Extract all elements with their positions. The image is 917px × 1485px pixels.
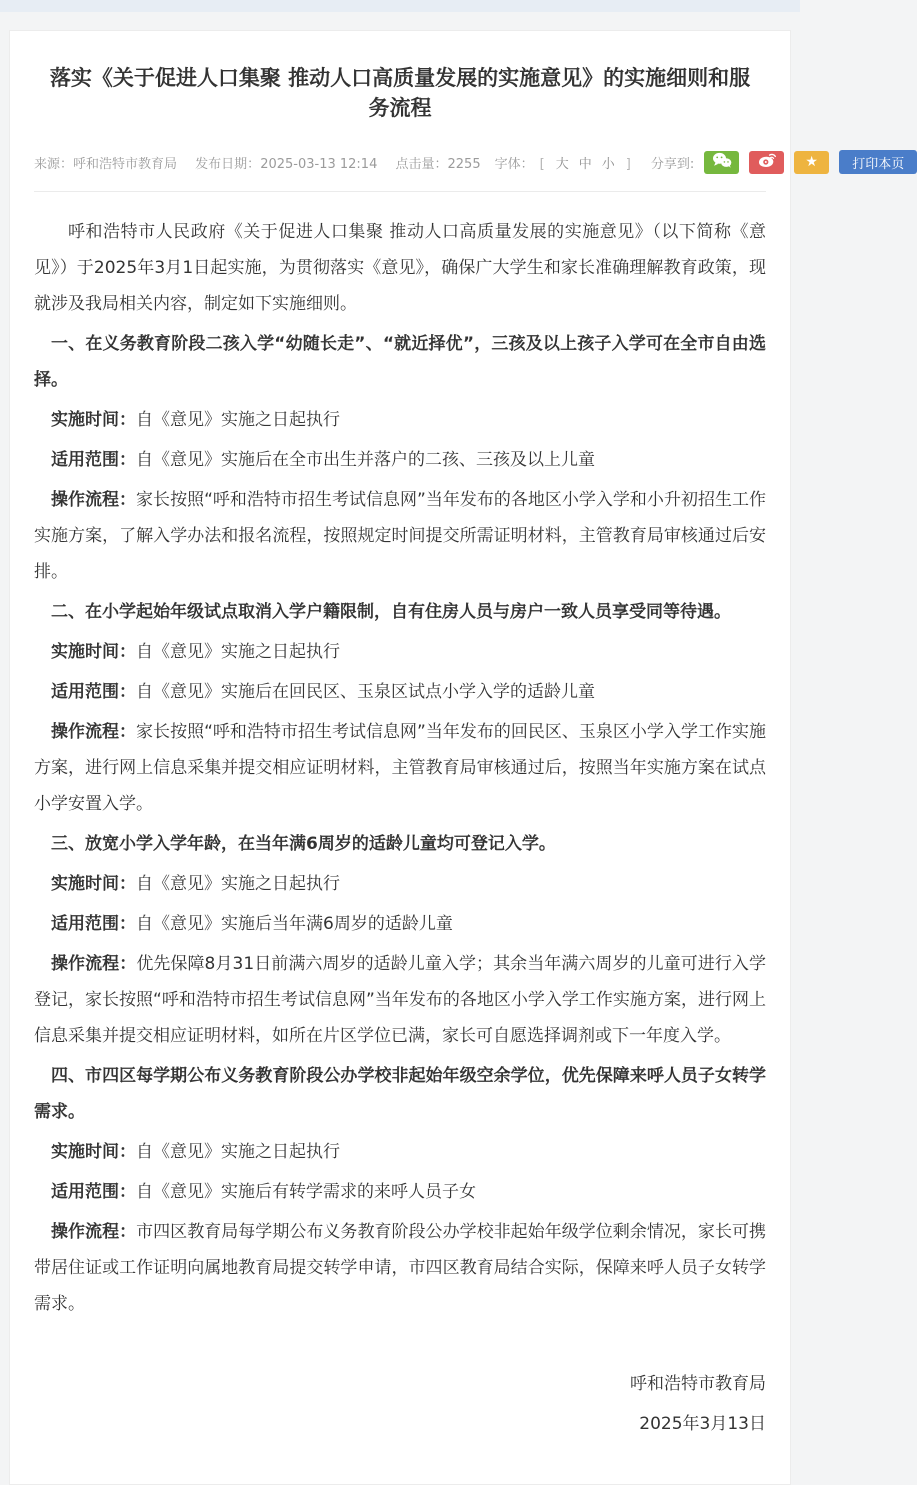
section-item: 实施时间：自《意见》实施之日起执行 [51,642,340,662]
section-item: 实施时间：自《意见》实施之日起执行 [51,874,340,894]
section-item-label: 操作流程： [51,954,137,974]
meta-views [395,157,480,172]
section-item: 实施时间：自《意见》实施之日起执行 [51,1142,340,1162]
section-item: 适用范围：自《意见》实施后当年满6周岁的适龄儿童 [51,914,453,934]
font-size-medium-link[interactable]: 中 [578,156,592,172]
weibo-share-button[interactable] [749,151,784,174]
font-bracket-close: ] [625,156,631,172]
meta-source-label: 来源： [34,156,74,172]
section-item-label: 实施时间： [51,410,136,430]
meta-publish-date [195,157,377,172]
font-size-small-link[interactable]: 小 [601,156,615,172]
font-control-label: 字体： [494,156,534,172]
meta-info [34,153,495,172]
wechat-share-icon [712,152,732,172]
font-bracket-open: [ [539,156,545,172]
weibo-share-icon [757,152,777,172]
signature-block [34,1364,766,1444]
meta-actions [495,150,917,174]
section-item: 适用范围：自《意见》实施后在全市出生并落户的二孩、三孩及以上儿童 [51,450,595,470]
section-heading-4: 四、市四区每学期公布义务教育阶段公办学校非起始年级空余学位，优先保障来呼人员子女转学需求。 [34,1066,766,1122]
print-page-button[interactable]: 打印本页 [839,150,917,174]
section-item: 操作流程：优先保障8月31日前满六周岁的适龄儿童入学；其余当年满六周岁的儿童可进行入学登记，家长按照“呼和浩特市招生考试信息网”当年发布的各地区小学入学工作实施方案，进行网上信息采集并提交相应证明材料，如所在片区学位已满，家长可自愿选择调剂或下一年度入学。 [34,954,766,1046]
qzone-star-share-icon: ★ [805,154,818,170]
meta-source-value: 呼和浩特市教育局 [73,156,178,172]
qzone-share-button[interactable] [794,151,829,174]
meta-source [34,157,177,172]
section-item-label: 实施时间： [51,1142,136,1162]
meta-views-value: 2255 [447,156,481,172]
section-item-label: 实施时间： [51,874,136,894]
article-body [34,192,766,1444]
section-item-label: 适用范围： [51,1182,136,1202]
intro-paragraph: 呼和浩特市人民政府《关于促进人口集聚 推动人口高质量发展的实施意见》（以下简称《意见》）于2025年3月1日起实施，为贯彻落实《意见》，确保广大学生和家长准确理解教育政策，现就涉及我局相关内容，制定如下实施细则。 [34,222,766,314]
signature-org: 呼和浩特市教育局 [630,1374,766,1394]
section-item: 适用范围：自《意见》实施后在回民区、玉泉区试点小学入学的适龄儿童 [51,682,595,702]
section-item-label: 操作流程： [51,722,137,742]
font-size-large-link[interactable]: 大 [555,156,569,172]
signature-date: 2025年3月13日 [639,1414,766,1434]
section-item: 实施时间：自《意见》实施之日起执行 [51,410,340,430]
section-item-label: 适用范围： [51,682,136,702]
meta-date-label: 发布日期： [195,156,261,172]
meta-row [34,150,905,174]
section-heading-2: 二、在小学起始年级试点取消入学户籍限制，自有住房人员与房户一致人员享受同等待遇。 [51,602,731,622]
font-size-control [495,153,637,172]
article-card [9,30,905,1485]
section-item-label: 操作流程： [51,490,137,510]
section-item: 操作流程：市四区教育局每学期公布义务教育阶段公办学校非起始年级学位剩余情况，家长可携带居住证或工作证明向属地教育局提交转学申请，市四区教育局结合实际，保障来呼人员子女转学需求。 [34,1222,767,1314]
share-label: 分享到: [650,156,695,172]
section-item: 操作流程：家长按照“呼和浩特市招生考试信息网”当年发布的回民区、玉泉区小学入学工作实施方案，进行网上信息采集并提交相应证明材料，主管教育局审核通过后，按照当年实施方案在试点小学安置入学。 [34,722,766,814]
section-heading-3: 三、放宽小学入学年龄，在当年满6周岁的适龄儿童均可登记入学。 [51,834,556,854]
wechat-share-button[interactable] [704,151,739,174]
section-item-label: 实施时间： [51,642,136,662]
section-item-label: 适用范围： [51,914,136,934]
meta-date-value: 2025-03-13 12:14 [260,156,378,172]
section-item-label: 操作流程： [51,1222,137,1242]
section-heading-1: 一、在义务教育阶段二孩入学“幼随长走”、“就近择优”，三孩及以上孩子入学可在全市自由选择。 [34,334,766,390]
sections-container [34,326,766,1322]
page-title: 落实《关于促进人口集聚 推动人口高质量发展的实施意见》的实施细则和服务流程 [49,66,751,120]
meta-views-label: 点击量： [395,156,448,172]
section-item: 操作流程：家长按照“呼和浩特市招生考试信息网”当年发布的各地区小学入学和小升初招生工作实施方案，了解入学办法和报名流程，按照规定时间提交所需证明材料，主管教育局审核通过后安排。 [34,490,766,582]
top-strip [0,0,800,12]
section-item: 适用范围：自《意见》实施后有转学需求的来呼人员子女 [51,1182,476,1202]
section-item-label: 适用范围： [51,450,136,470]
